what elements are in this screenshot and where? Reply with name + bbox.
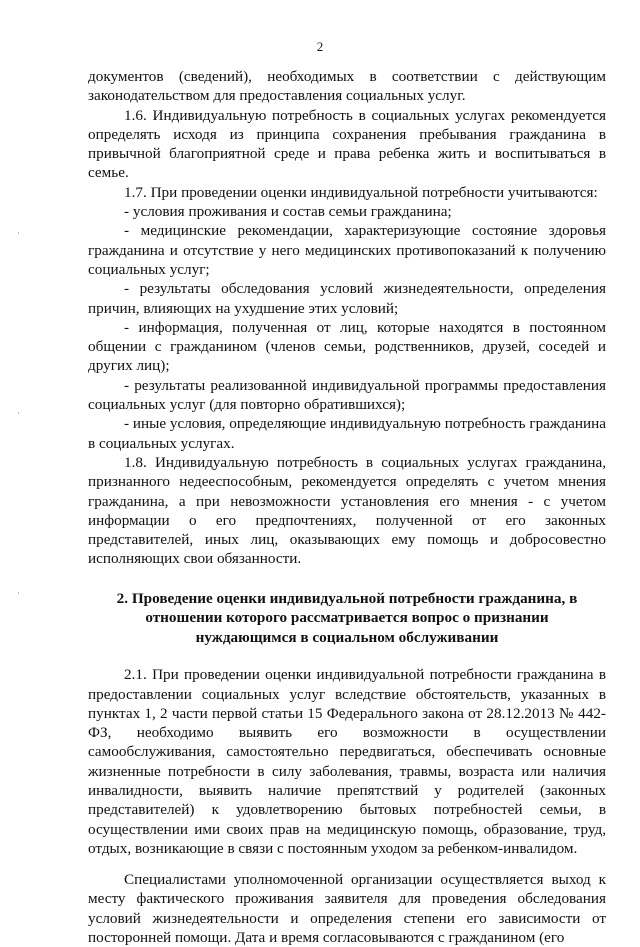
margin-mark: [18, 592, 19, 594]
paragraph-specialists: Специалистами уполномоченной организации осуществляется выход к месту фактического проживания заявителя для проведения обследования условий жизнедеятельности и определения степени его зависимости от посторонней помощи. Дата и время согласовываются с гражданином (его: [88, 871, 606, 947]
section-2-heading: [88, 589, 606, 648]
paragraph-1-8: 1.8. Индивидуальную потребность в социальных услугах гражданина, признанного недееспособным, рекомендуется определять с учетом мнения гражданина, а при невозможности установления его мнения - с учетом информации о его предпочтениях, полученной от его законных представителей, иных лиц, оказывающих ему помощь и добросовестно исполняющих свои обязанности.: [88, 453, 606, 568]
page-number: 2: [316, 39, 324, 54]
heading-line: 2. Проведение оценки индивидуальной потребности гражданина, в: [116, 589, 578, 607]
list-item-survey-results: - результаты обследования условий жизнедеятельности, определения причин, влияющих на ухудшение этих условий;: [88, 280, 606, 317]
paragraph-continuation: документов (сведений), необходимых в соответствии с действующим законодательством для предоставления социальных услуг.: [88, 68, 606, 105]
list-item-living-conditions: - условия проживания и состав семьи гражданина;: [124, 203, 452, 221]
paragraph-2-1: 2.1. При проведении оценки индивидуальной потребности гражданина в предоставлении социальных услуг вследствие обстоятельств, указанных в пунктах 1, 2 части первой статьи 15 Федерального закона от 28.12.2013 № 442-ФЗ, необходимо выявить его возможности в осуществлении самообслуживания, самостоятельно передвигаться, обеспечивать основные жизненные потребности в силу заболевания, травмы, возраста или наличия инвалидности, выявить наличие препятствий у родителей (законных представителей) к удовлетворению бытовых потребностей семьи, в осуществлении ими своих прав на медицинскую помощь, образование, труд, отдых, возникающие в связи с постоянным уходом за ребенком-инвалидом.: [88, 666, 606, 857]
margin-mark: [18, 412, 19, 414]
document-body: [88, 67, 606, 947]
paragraph-1-6: 1.6. Индивидуальную потребность в социальных услугах рекомендуется определять исходя из принципа сохранения пребывания гражданина в привычной благоприятной среде и права ребенка жить и воспитываться в семье.: [88, 106, 606, 182]
list-item-program-results: - результаты реализованной индивидуальной программы предоставления социальных услуг (для повторно обратившихся);: [88, 376, 606, 414]
heading-line: нуждающимся в социальном обслуживании: [195, 628, 499, 646]
list-item-medical-recommendations: - медицинские рекомендации, характеризующие состояние здоровья гражданина и отсутствие у него медицинских противопоказаний к получению социальных услуг;: [88, 222, 606, 278]
list-item-information-from-persons: - информация, полученная от лиц, которые находятся в постоянном общении с гражданином (членов семьи, родственников, друзей, соседей и других лиц);: [88, 318, 606, 375]
margin-mark: [18, 232, 19, 234]
list-item-other-conditions: - иные условия, определяющие индивидуальную потребность гражданина в социальных услугах.: [88, 415, 606, 452]
heading-line: отношении которого рассматривается вопрос о признании: [145, 609, 549, 627]
paragraph-1-7: 1.7. При проведении оценки индивидуальной потребности учитываются:: [124, 183, 598, 201]
paragraph-gap: [88, 858, 606, 870]
